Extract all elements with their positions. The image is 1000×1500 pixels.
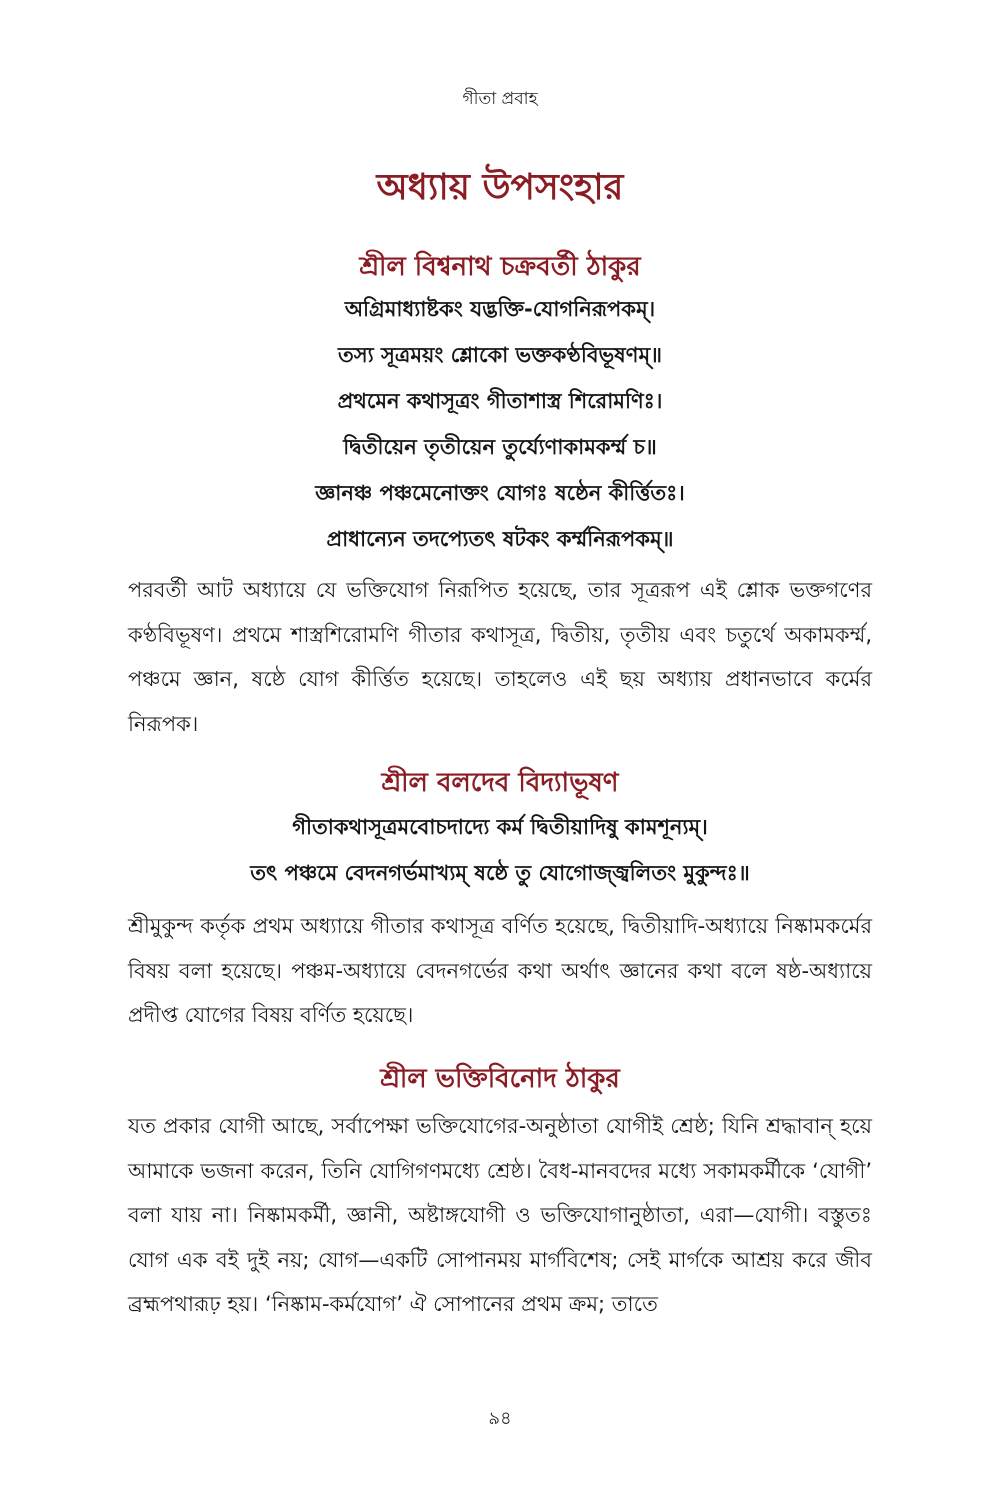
section-heading-bhaktivinoda: শ্রীল ভক্তিবিনোদ ঠাকুর — [380, 1064, 620, 1094]
verse-block-vishwanath — [0, 286, 1000, 562]
section-heading-baladeva: শ্রীল বলদেব বিদ্যাভূষণ — [381, 768, 619, 798]
verse-block-baladeva — [0, 804, 1000, 896]
verse-line: তস্য সূত্রময়ং শ্লোকো ভক্তকণ্ঠবিভূষণম্॥ — [337, 343, 663, 367]
verse-line: দ্বিতীয়েন তৃতীয়েন তুর্য্যেণাকামকর্ম্ম চ॥ — [343, 435, 657, 459]
commentary-bhaktivinoda: যত প্রকার যোগী আছে, সর্বাপেক্ষা ভক্তিযোগের-অনুষ্ঠাতা যোগীই শ্রেষ্ঠ; যিনি শ্রদ্ধাবান্ হয়ে আমাকে ভজনা করেন, তিনি যোগিগণমধ্যে শ্রেষ্ঠ। বৈধ-মানবদের মধ্যে সকামকর্মীকে ‘যোগী’ বলা যায় না। নিষ্কামকর্মী, জ্ঞানী, অষ্টাঙ্গযোগী ও ভক্তিযোগানুষ্ঠাতা, এরা—যোগী। বস্তুতঃ যোগ এক বই দুই নয়; যোগ—একটি সোপানময় মার্গবিশেষ; সেই মার্গকে আশ্রয় করে জীব ব্রহ্মপথারূঢ় হয়। ‘নিষ্কাম-কর্মযোগ’ ঐ সোপানের প্রথম ক্রম; তাতে — [128, 1114, 872, 1316]
verse-line: গীতাকথাসূত্রমবোচদাদ্যে কর্ম দ্বিতীয়াদিষু কামশূন্যম্। — [292, 815, 708, 839]
verse-line: প্রথমেন কথাসূত্রং গীতাশাস্ত্র শিরোমণিঃ। — [337, 389, 663, 413]
commentary-vishwanath: পরবর্তী আট অধ্যায়ে যে ভক্তিযোগ নিরূপিত হয়েছে, তার সূত্ররূপ এই শ্লোক ভক্তগণের কণ্ঠবিভূষণ। প্রথমে শাস্ত্রশিরোমণি গীতার কথাসূত্র, দ্বিতীয়, তৃতীয় এবং চতুর্থে অকামকর্ম্ম, পঞ্চমে জ্ঞান, ষষ্ঠে যোগ কীর্ত্তিত হয়েছে। তাহলেও এই ছয় অধ্যায় প্রধানভাবে কর্মের নিরূপক। — [128, 578, 872, 736]
verse-line: অগ্রিমাধ্যাষ্টকং যদ্ভক্তি-যোগনিরূপকম্। — [344, 297, 656, 321]
verse-line: জ্ঞানঞ্চ পঞ্চমেনোক্তং যোগঃ ষষ্ঠেন কীর্ত্তিতঃ। — [315, 481, 685, 505]
chapter-title: অধ্যায় উপসংহার — [376, 167, 624, 208]
page-number: ৯৪ — [488, 1408, 512, 1429]
running-header: গীতা প্রবাহ — [462, 89, 538, 109]
section-heading-vishwanath: শ্রীল বিশ্বনাথ চক্রবর্তী ঠাকুর — [359, 252, 641, 282]
commentary-baladeva: শ্রীমুকুন্দ কর্তৃক প্রথম অধ্যায়ে গীতার কথাসূত্র বর্ণিত হয়েছে, দ্বিতীয়াদি-অধ্যায়ে নিষ্কামকর্মের বিষয় বলা হয়েছে। পঞ্চম-অধ্যায়ে বেদনগর্ভের কথা অর্থাৎ জ্ঞানের কথা বলে ষষ্ঠ-অধ্যায়ে প্রদীপ্ত যোগের বিষয় বর্ণিত হয়েছে। — [128, 914, 872, 1027]
verse-line: তৎ পঞ্চমে বেদনগর্ভমাখ্যম্ ষষ্ঠে তু যোগোজ্জ্বলিতং মুকুন্দঃ॥ — [250, 861, 750, 885]
verse-line: প্রাধান্যেন তদপ্যেতৎ ষটকং কর্ম্মনিরূপকম্॥ — [326, 527, 674, 551]
